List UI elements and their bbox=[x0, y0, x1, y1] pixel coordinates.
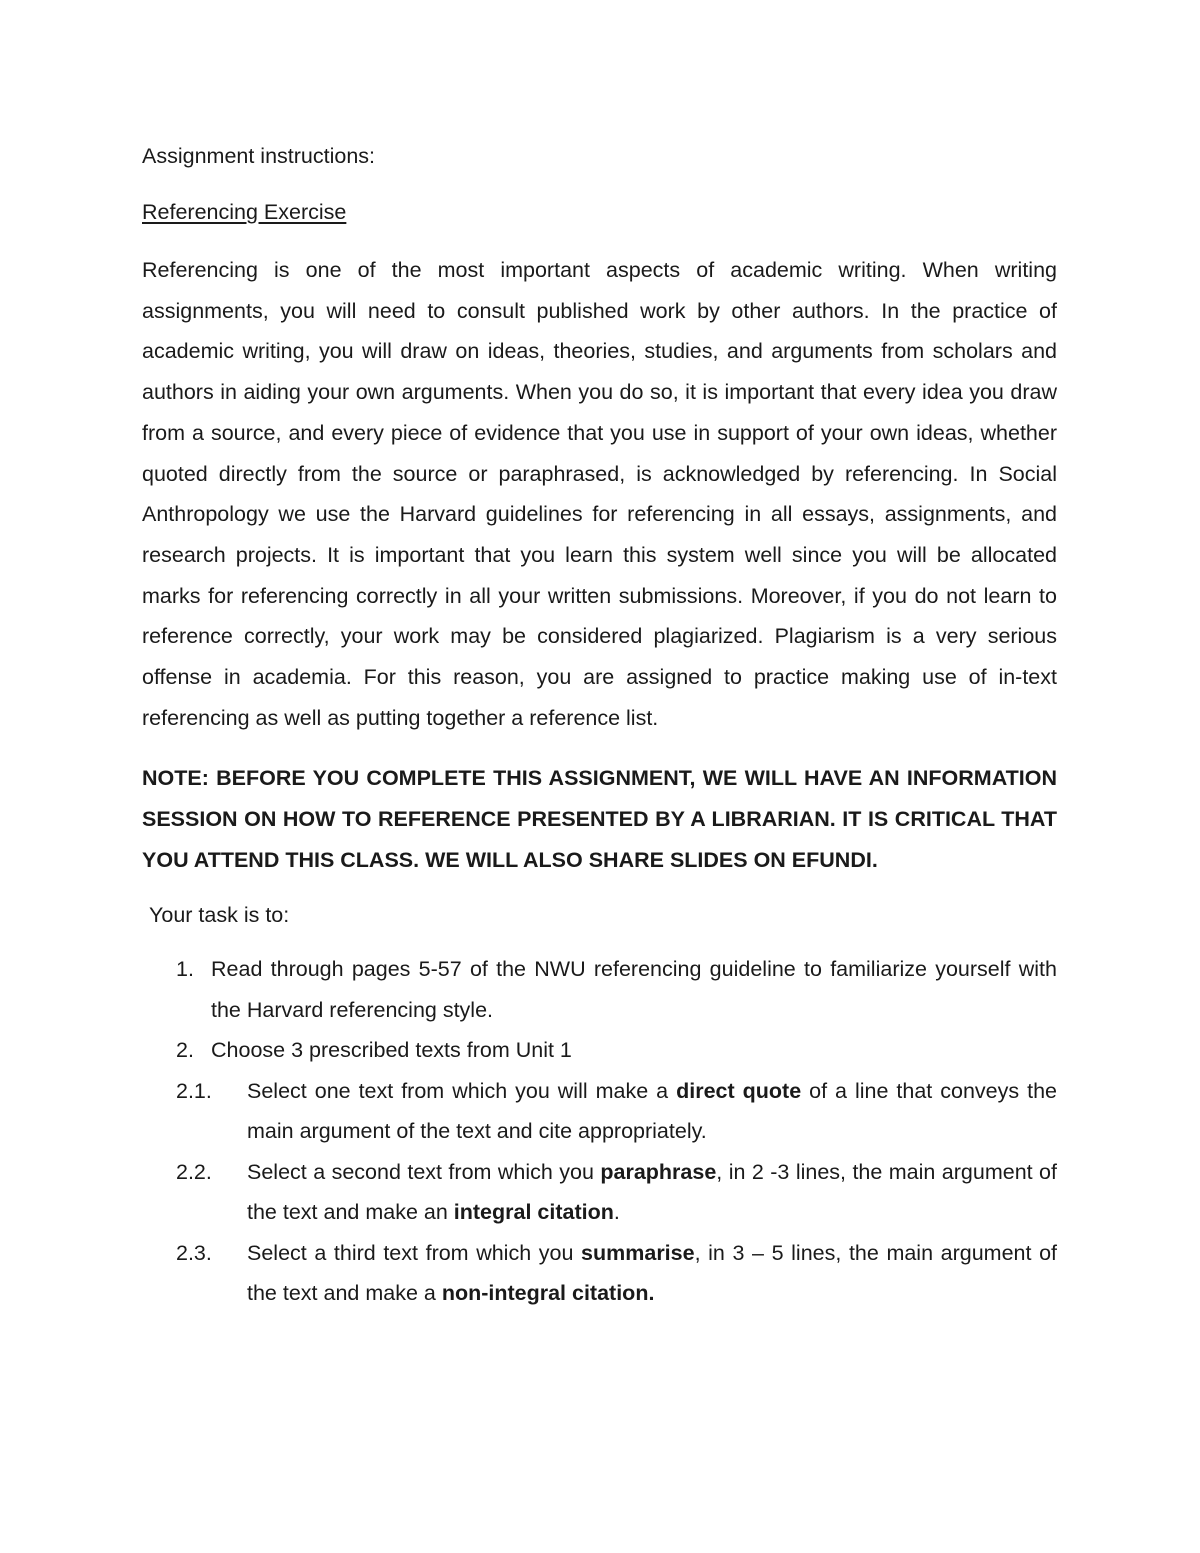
text-run: , in 2 -3 lines, the main argument of the text and make an bbox=[247, 1159, 1057, 1225]
emphasis-summarise: summarise bbox=[581, 1240, 695, 1265]
intro-paragraph: Referencing is one of the most important aspects of academic writing. When writing assignments, you will need to consult published work by other authors. In the practice of academic writing, you will draw on ideas, theories, studies, and arguments from scholars and authors in aiding your own arguments. When you do so, it is important that every idea you draw from a source, and every piece of evidence that you use in support of your own ideas, whether quoted directly from the source or paraphrased, is acknowledged by referencing. In Social Anthropology we use the Harvard guidelines for referencing in all essays, assignments, and research projects. It is important that you learn this system well since you will be allocated marks for referencing correctly in all your written submissions. Moreover, if you do not learn to reference correctly, your work may be considered plagiarized. Plagiarism is a very serious offense in academia. For this reason, you are assigned to practice making use of in-text referencing as well as putting together a reference list. bbox=[142, 258, 1057, 730]
list-item-number: 2. bbox=[176, 1038, 194, 1063]
emphasis-paraphrase: paraphrase bbox=[600, 1159, 717, 1184]
list-item-number: 1. bbox=[176, 957, 194, 982]
list-item bbox=[142, 1233, 1057, 1314]
text-run: . bbox=[613, 1200, 620, 1225]
list-item bbox=[142, 1071, 1057, 1152]
list-item-number: 2.1. bbox=[176, 1078, 212, 1103]
emphasis-non-integral-citation: non-integral citation. bbox=[441, 1281, 655, 1306]
list-item-number: 2.3. bbox=[176, 1240, 212, 1265]
list-item bbox=[142, 949, 1057, 1030]
list-item-text bbox=[247, 1152, 1057, 1233]
document-page bbox=[142, 138, 1057, 1314]
text-run: Select a third text from which you bbox=[247, 1240, 582, 1265]
list-item-text: Read through pages 5-57 of the NWU referencing guideline to familiarize yourself with the Harvard referencing style. bbox=[211, 957, 1057, 1022]
emphasis-integral-citation: integral citation bbox=[453, 1200, 614, 1225]
text-run: Select one text from which you will make a bbox=[247, 1078, 677, 1103]
text-run: Select a second text from which you bbox=[247, 1159, 601, 1184]
exercise-title: Referencing Exercise bbox=[142, 200, 347, 224]
text-run: of a line that conveys the main argument of the text and cite appropriately. bbox=[247, 1078, 1057, 1144]
list-item bbox=[142, 1152, 1057, 1233]
task-intro: Your task is to: bbox=[149, 903, 290, 928]
text-run: , in 3 – 5 lines, the main argument of the text and make a bbox=[247, 1240, 1057, 1306]
list-item-text bbox=[247, 1071, 1057, 1152]
list-item-text: Choose 3 prescribed texts from Unit 1 bbox=[211, 1038, 572, 1063]
note-paragraph: NOTE: BEFORE YOU COMPLETE THIS ASSIGNMENT, WE WILL HAVE AN INFORMATION SESSION ON HOW TO REFERENCE PRESENTED BY A LIBRARIAN. IT IS CRITICAL THAT YOU ATTEND THIS CLASS. WE WILL ALSO SHARE SLIDES ON EFUNDI. bbox=[142, 766, 1057, 873]
emphasis-direct-quote: direct quote bbox=[676, 1078, 802, 1103]
list-item bbox=[142, 1030, 1057, 1071]
task-list bbox=[142, 949, 1057, 1314]
list-item-text bbox=[247, 1233, 1057, 1314]
list-item-number: 2.2. bbox=[176, 1159, 212, 1184]
document-heading: Assignment instructions: bbox=[142, 144, 376, 168]
